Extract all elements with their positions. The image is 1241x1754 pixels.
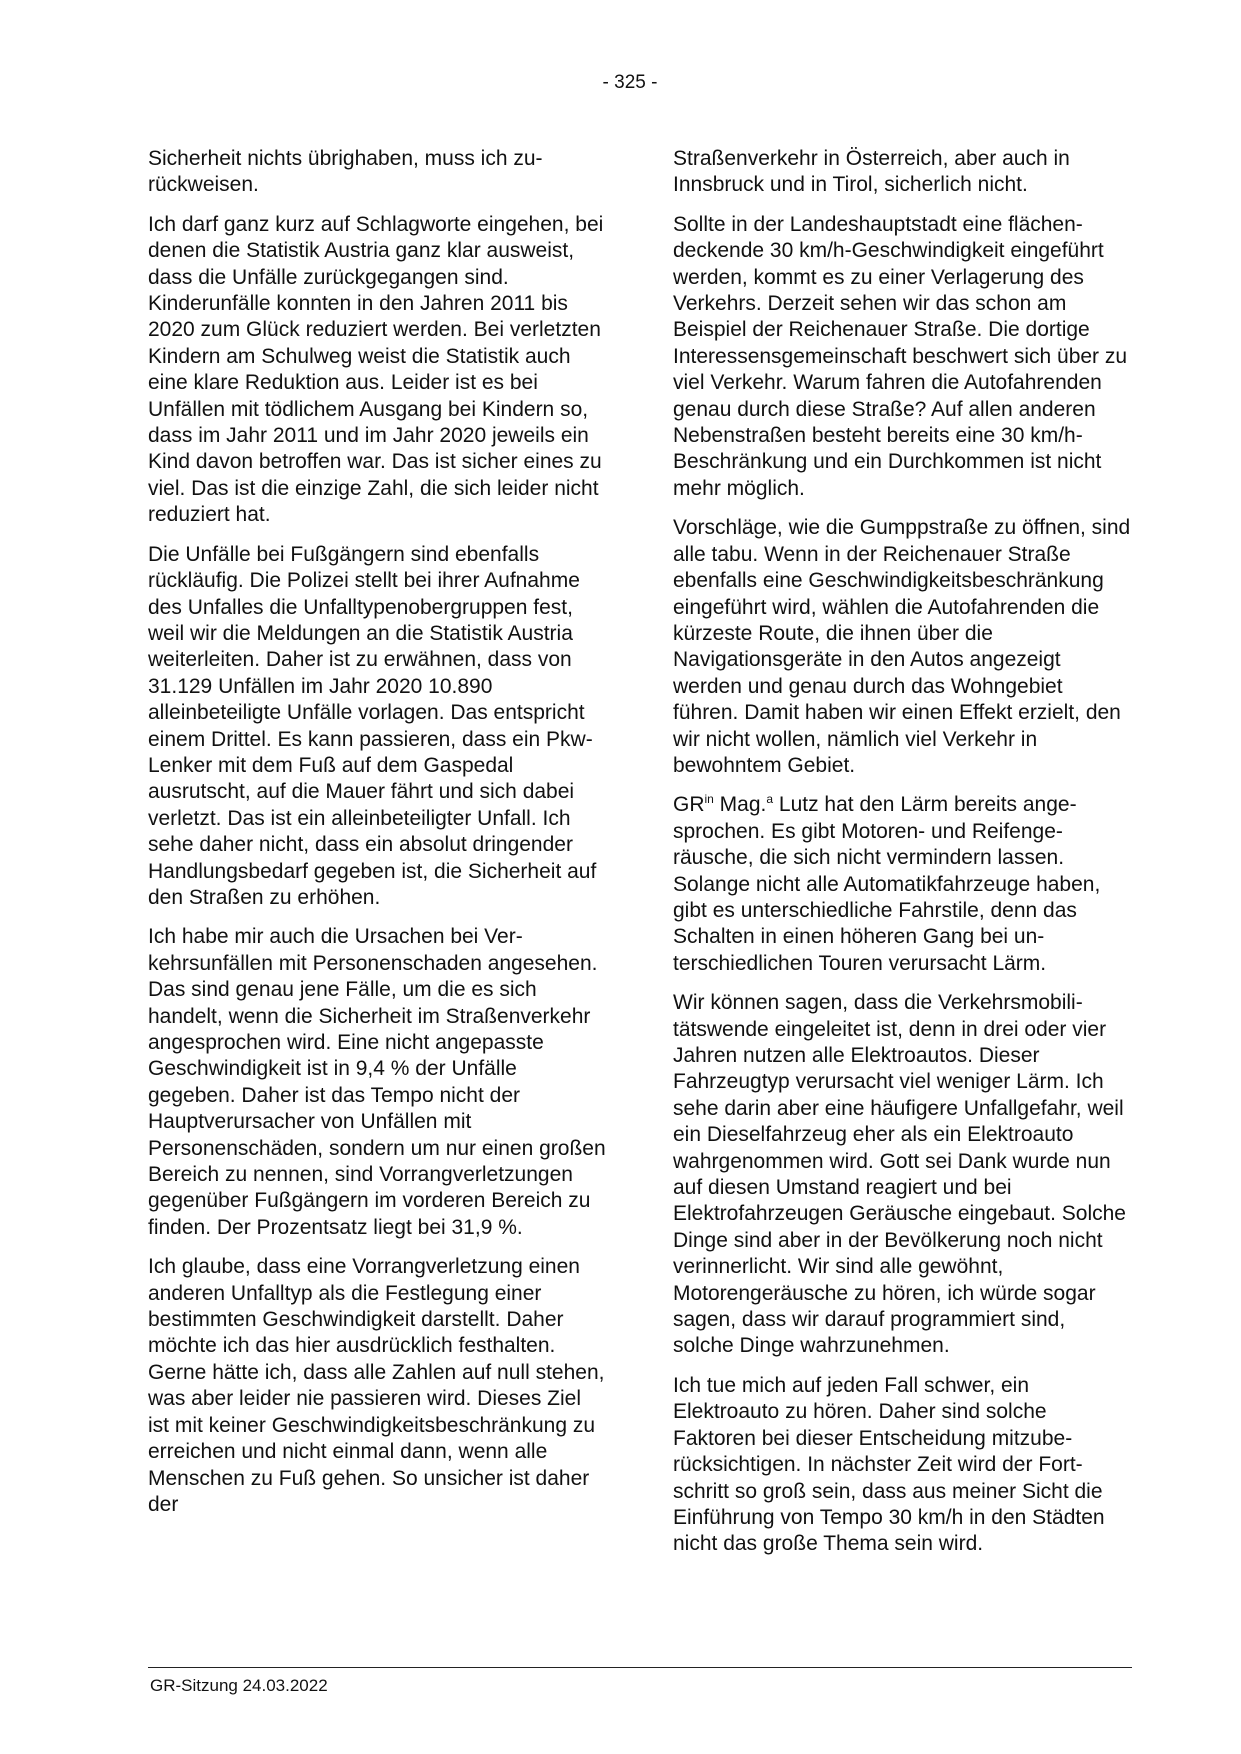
paragraph: Straßenverkehr in Österreich, aber auch in Innsbruck und in Tirol, sicherlich nicht. xyxy=(673,147,1070,197)
paragraph: Sollte in der Landeshauptstadt eine flächendeckende 30 km/h-Geschwindigkeit eingeführt werden, kommt es zu einer Verlagerung des Verkehrs. Derzeit sehen wir das schon am Beispiel der Reichenauer Straße. Die dortige Interessensgemeinschaft beschwert sich über zu viel Verkehr. Warum fahren die Autofahrenden genau durch diese Straße? Auf allen anderen Nebenstraßen besteht bereits eine 30 km/h-Beschränkung und ein Durchkommen ist nicht mehr möglich. xyxy=(673,212,1128,500)
page-number: - 325 - xyxy=(602,72,658,93)
paragraph: Die Unfälle bei Fußgängern sind ebenfalls rückläufig. Die Polizei stellt bei ihrer Aufnahme des Unfalles die Unfalltypenobergruppen fest, weil wir die Meldungen an die Statistik Austria weiterleiten. Daher ist zu erwähnen, dass von 31.129 Unfällen im Jahr 2020 10.890 alleinbeteiligte Unfälle vorlagen. Das entspricht einem Drittel. Es kann passieren, dass ein Pkw-Lenker mit dem Fuß auf dem Gaspedal ausrutscht, auf die Mauer fährt und sich dabei verletzt. Das ist ein alleinbeteiligter Unfall. Ich sehe daher nicht, dass ein absolut dringender Handlungsbedarf gegeben ist, die Sicherheit auf den Straßen zu erhöhen. xyxy=(148,542,597,909)
paragraph: Sicherheit nichts übrighaben, muss ich zurückweisen. xyxy=(148,147,543,197)
speaker-degree-sup: a xyxy=(766,792,774,807)
footer-divider xyxy=(148,1667,1132,1668)
footer-session-date: GR-Sitzung 24.03.2022 xyxy=(150,1676,328,1695)
speaker-title: GR xyxy=(673,793,705,817)
right-column xyxy=(673,146,1131,1571)
speaker-degree: Mag. xyxy=(713,793,767,817)
paragraph-text: Lutz hat den Lärm bereits angesprochen. Es gibt Motoren- und Reifengeräusche, die sich nicht vermindern lassen. Solange nicht alle Automatikfahrzeuge haben, gibt es unterschiedliche Fahrstile, denn das Schalten in einen höheren Gang bei unterschiedlichen Touren verursacht Lärm. xyxy=(673,793,1101,975)
paragraph: Ich tue mich auf jeden Fall schwer, ein Elektroauto zu hören. Daher sind solche Faktoren bei dieser Entscheidung mitzuberücksichtigen. In nächster Zeit wird der Fortschritt so groß sein, dass aus meiner Sicht die Einführung von Tempo 30 km/h in den Städten nicht das große Thema sein wird. xyxy=(673,1373,1105,1556)
speaker-title-sup: in xyxy=(704,792,714,807)
paragraph: Ich habe mir auch die Ursachen bei Verkehrsunfällen mit Personenschaden angesehen. Das sind genau jene Fälle, um die es sich handelt, wenn die Sicherheit im Straßenverkehr angesprochen wird. Eine nicht angepasste Geschwindigkeit ist in 9,4 % der Unfälle gegeben. Daher ist das Tempo nicht der Hauptverursacher von Unfällen mit Personenschäden, sondern um nur einen großen Bereich zu nennen, sind Vorrangverletzungen gegenüber Fußgängern im vorderen Bereich zu finden. Der Prozentsatz liegt bei 31,9 %. xyxy=(148,925,606,1239)
paragraph: Vorschläge, wie die Gumppstraße zu öffnen, sind alle tabu. Wenn in der Reichenauer Straße ebenfalls eine Geschwindigkeitsbeschränkung eingeführt wird, wählen die Autofahrenden die kürzeste Route, die ihnen über die Navigationsgeräte in den Autos angezeigt werden und genau durch das Wohngebiet führen. Damit haben wir einen Effekt erzielt, den wir nicht wollen, nämlich viel Verkehr in bewohntem Gebiet. xyxy=(673,516,1131,777)
left-column xyxy=(148,146,606,1531)
paragraph: Ich darf ganz kurz auf Schlagworte eingehen, bei denen die Statistik Austria ganz klar ausweist, dass die Unfälle zurückgegangen sind. Kinderunfälle konnten in den Jahren 2011 bis 2020 zum Glück reduziert werden. Bei verletzten Kindern am Schulweg weist die Statistik auch eine klare Reduktion aus. Leider ist es bei Unfällen mit tödlichem Ausgang bei Kindern so, dass im Jahr 2011 und im Jahr 2020 jeweils ein Kind davon betroffen war. Das ist sicher eines zu viel. Das ist die einzige Zahl, die sich leider nicht reduziert hat. xyxy=(148,212,604,527)
paragraph: Ich glaube, dass eine Vorrangverletzung einen anderen Unfalltyp als die Festlegung einer bestimmten Geschwindigkeit darstellt. Daher möchte ich das hier ausdrücklich festhalten. Gerne hätte ich, dass alle Zahlen auf null stehen, was aber leider nie passieren wird. Dieses Ziel ist mit keiner Geschwindigkeitsbeschränkung zu erreichen und nicht einmal dann, wenn alle Menschen zu Fuß gehen. So unsicher ist daher der xyxy=(148,1255,605,1516)
paragraph: Wir können sagen, dass die Verkehrsmobilitätswende eingeleitet ist, denn in drei oder vier Jahren nutzen alle Elektroautos. Dieser Fahrzeugtyp verursacht viel weniger Lärm. Ich sehe darin aber eine häufigere Unfallgefahr, weil ein Dieselfahrzeug eher als ein Elektroauto wahrgenommen wird. Gott sei Dank wurde nun auf diesen Umstand reagiert und bei Elektrofahrzeugen Geräusche eingebaut. Solche Dinge sind aber in der Bevölkerung noch nicht verinnerlicht. Wir sind alle gewöhnt, Motorengeräusche zu hören, ich würde sogar sagen, dass wir darauf programmiert sind, solche Dinge wahrzunehmen. xyxy=(673,991,1126,1358)
paragraph-gr-lutz xyxy=(673,792,1131,977)
